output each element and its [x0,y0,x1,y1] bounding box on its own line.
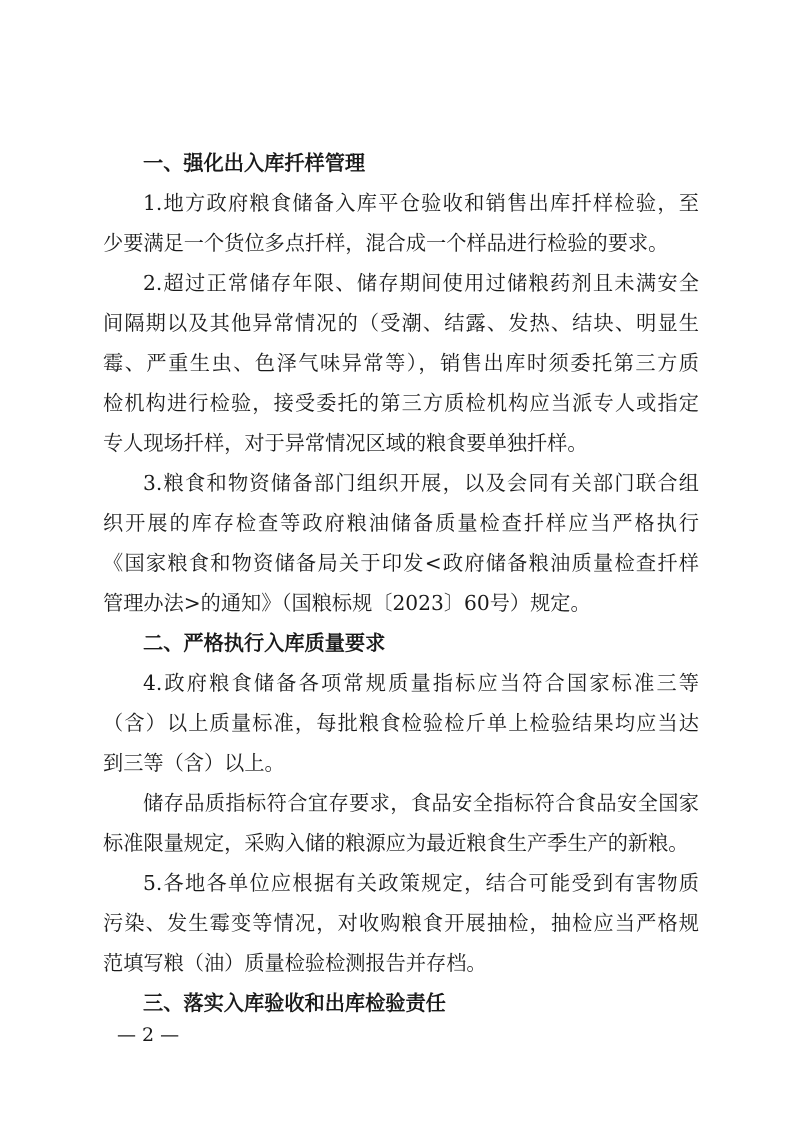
paragraph-line: 到三等（含）以上。 [103,751,285,775]
paragraph-line: 管理办法>的通知》（国粮标规〔2023〕60号）规定。 [103,591,591,615]
paragraph-line: 少要满足一个货位多点扦样，混合成一个样品进行检验的要求。 [103,231,669,255]
section-heading: 一、强化出入库扦样管理 [143,151,366,175]
paragraph-line: 织开展的库存检查等政府粮油储备质量检查扦样应当严格执行 [103,511,699,535]
paragraph-line: 2.超过正常储存年限、储存期间使用过储粮药剂且未满安全 [143,271,699,295]
paragraph-line: 标准限量规定，采购入储的粮源应为最近粮食生产季生产的新粮。 [103,831,689,855]
section-heading: 二、严格执行入库质量要求 [143,631,386,655]
paragraph-line: 专人现场扦样，对于异常情况区域的粮食要单独扦样。 [103,431,588,455]
paragraph-line: 间隔期以及其他异常情况的（受潮、结露、发热、结块、明显生 [103,311,699,335]
paragraph-line: （含）以上质量标准，每批粮食检验检斤单上检验结果均应当达 [103,711,699,735]
paragraph-line: 4.政府粮食储备各项常规质量指标应当符合国家标准三等 [143,671,699,695]
paragraph-line: 储存品质指标符合宜存要求，食品安全指标符合食品安全国家 [143,791,699,815]
paragraph-line: 3.粮食和物资储备部门组织开展，以及会同有关部门联合组 [143,471,699,495]
paragraph-line: 霉、严重生虫、色泽气味异常等），销售出库时须委托第三方质 [103,351,699,375]
paragraph-line: 检机构进行检验，接受委托的第三方质检机构应当派专人或指定 [103,391,699,415]
paragraph-line: 1.地方政府粮食储备入库平仓验收和销售出库扦样检验，至 [143,191,699,215]
paragraph-line: 《国家粮食和物资储备局关于印发<政府储备粮油质量检查扦样 [103,551,699,575]
page-number: — 2 — [117,1024,180,1046]
paragraph-line: 污染、发生霉变等情况，对收购粮食开展抽检，抽检应当严格规 [103,911,699,935]
paragraph-line: 范填写粮（油）质量检验检测报告并存档。 [103,951,487,975]
section-heading: 三、落实入库验收和出库检验责任 [143,991,446,1015]
paragraph-line: 5.各地各单位应根据有关政策规定，结合可能受到有害物质 [143,871,699,895]
